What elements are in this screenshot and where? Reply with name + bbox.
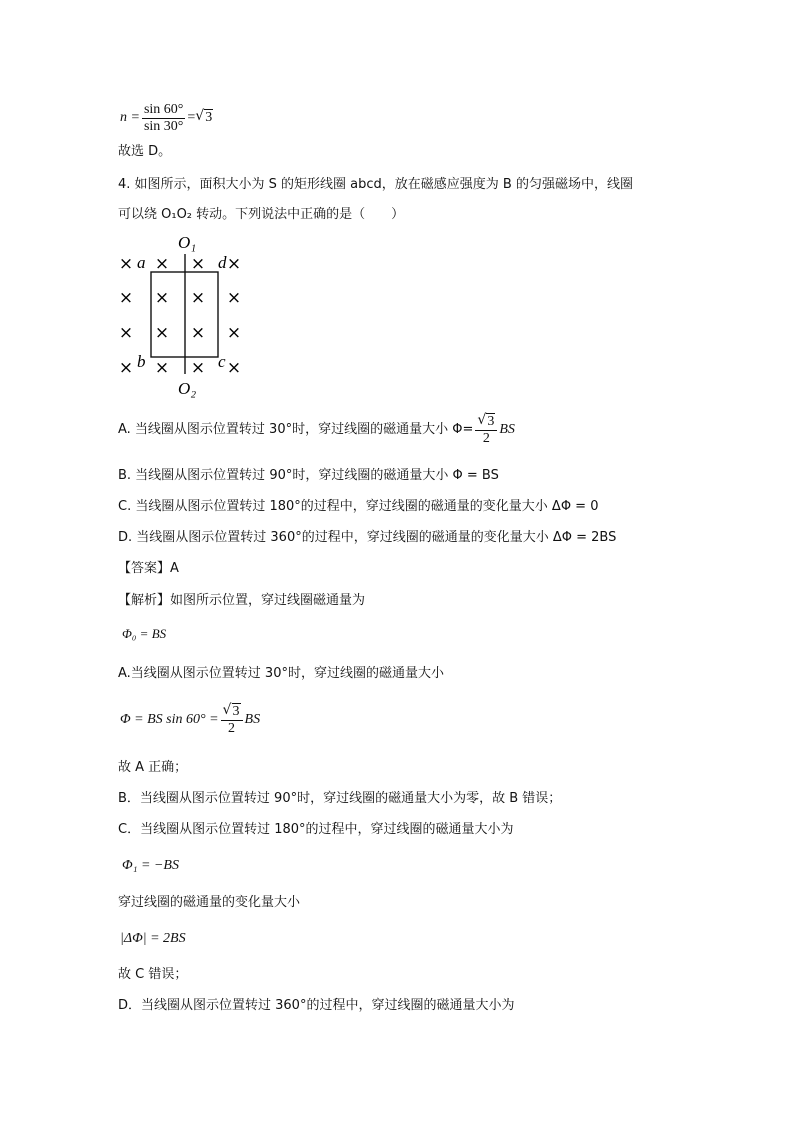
question-line-2: 可以绕 O₁O₂ 转动。下列说法中正确的是（ ） <box>118 207 405 222</box>
axis-o2-label: O₂ <box>178 379 197 398</box>
eq-n-lhs: n = <box>120 110 140 125</box>
analysis-c-line: C．当线圈从图示位置转过 180°的过程中，穿过线圈的磁通量大小为 <box>118 822 514 837</box>
question-line-1: 4. 如图所示，面积大小为 S 的矩形线圈 abcd，放在磁感应强度为 B 的匀强磁场中，线圈 <box>118 177 633 192</box>
corner-c-label: c <box>218 352 226 371</box>
coil-figure <box>114 232 254 402</box>
eq-n-sqrt <box>195 109 213 127</box>
eq-n-radicand: 3 <box>205 110 213 125</box>
field-cross-mark: × <box>154 288 170 308</box>
option-a-text: A. 当线圈从图示位置转过 30°时，穿过线圈的磁通量大小 Φ= <box>118 422 474 437</box>
eq-n-numerator: sin 60° <box>143 101 184 117</box>
eq-a-radicand: 3 <box>232 703 240 719</box>
corner-b-label: b <box>137 352 146 371</box>
option-c[interactable]: C. 当线圈从图示位置转过 180°的过程中，穿过线圈的磁通量的变化量大小 ΔΦ = 0 <box>118 499 599 514</box>
eq-a-tail: BS <box>244 712 261 727</box>
analysis-a-conclusion: 故 A 正确； <box>118 760 188 775</box>
equation-phi1: Φ₁ = −BS <box>122 858 179 873</box>
analysis-c-conclusion: 故 C 错误； <box>118 967 188 982</box>
eq-a-denominator: 2 <box>228 720 236 736</box>
option-a-radicand: 3 <box>487 413 495 429</box>
analysis-a-line: A.当线圈从图示位置转过 30°时，穿过线圈的磁通量大小 <box>118 666 444 681</box>
equation-n <box>120 100 213 136</box>
field-cross-mark: × <box>190 254 206 274</box>
answer-label: 【答案】A <box>118 561 179 576</box>
eq-a-lhs: Φ = BS sin 60° = <box>120 712 219 727</box>
field-cross-mark: × <box>190 323 206 343</box>
option-a-tail: BS <box>499 422 515 437</box>
eq-n-equals: = <box>187 110 196 125</box>
field-cross-mark: × <box>226 288 242 308</box>
option-b[interactable]: B. 当线圈从图示位置转过 90°时，穿过线圈的磁通量大小 Φ = BS <box>118 468 499 483</box>
equation-phi-a <box>120 700 260 740</box>
field-cross-mark: × <box>118 358 134 378</box>
option-a-fraction <box>475 414 497 447</box>
axis-o1-label: O₁ <box>178 233 197 252</box>
field-cross-mark: × <box>118 254 134 274</box>
field-cross-mark: × <box>190 358 206 378</box>
eq-n-denominator: sin 30° <box>143 118 184 134</box>
prev-choice: 故选 D。 <box>118 144 172 159</box>
field-cross-mark: × <box>154 254 170 274</box>
option-d[interactable]: D. 当线圈从图示位置转过 360°的过程中，穿过线圈的磁通量的变化量大小 ΔΦ = 2BS <box>118 530 617 545</box>
equation-phi0: Φ₀ = BS <box>122 626 167 641</box>
option-a-sqrt <box>477 414 495 430</box>
analysis-b-line: B．当线圈从图示位置转过 90°时，穿过线圈的磁通量大小为零，故 B 错误； <box>118 791 562 806</box>
analysis-intro: 【解析】如图所示位置，穿过线圈磁通量为 <box>118 593 366 608</box>
field-cross-mark: × <box>118 323 134 343</box>
corner-d-label: d <box>218 253 227 272</box>
eq-n-fraction <box>142 102 185 135</box>
field-cross-mark: × <box>190 288 206 308</box>
option-a[interactable] <box>118 410 515 450</box>
field-cross-mark: × <box>154 323 170 343</box>
eq-a-fraction <box>221 704 243 737</box>
corner-a-label: a <box>137 253 146 272</box>
field-cross-mark: × <box>226 254 242 274</box>
field-cross-mark: × <box>226 358 242 378</box>
eq-a-sqrt <box>223 704 241 720</box>
analysis-change-line: 穿过线圈的磁通量的变化量大小 <box>118 895 301 910</box>
field-cross-mark: × <box>118 288 134 308</box>
field-cross-mark: × <box>154 358 170 378</box>
field-cross-mark: × <box>226 323 242 343</box>
equation-delta-phi: |ΔΦ| = 2BS <box>120 931 186 946</box>
option-a-denominator: 2 <box>482 430 490 446</box>
analysis-d-line: D．当线圈从图示位置转过 360°的过程中，穿过线圈的磁通量大小为 <box>118 998 515 1013</box>
